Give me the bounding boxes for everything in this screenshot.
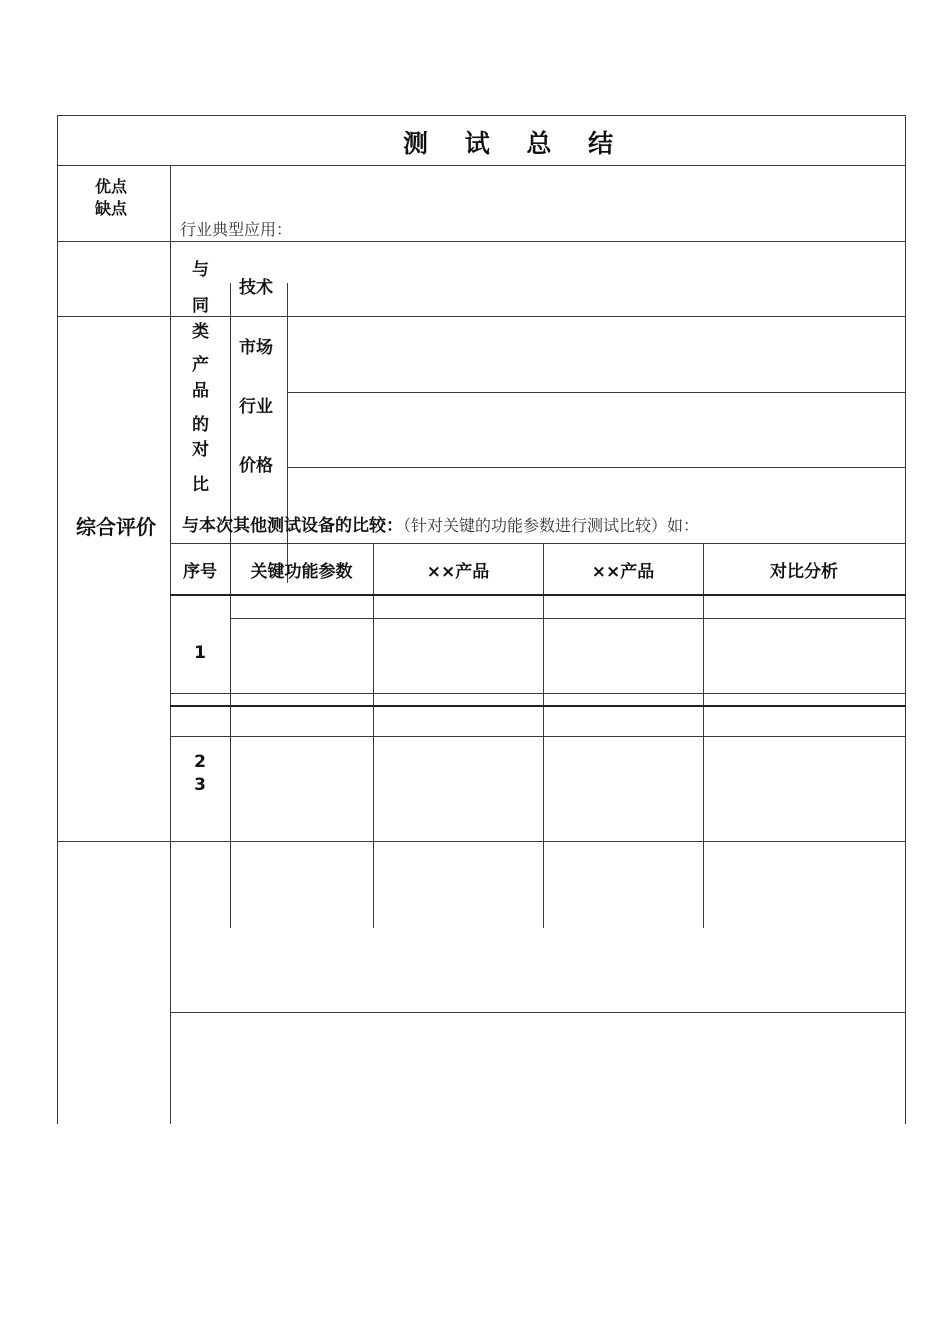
- compare-sentence-bold: 与本次其他测试设备的比较：: [182, 516, 403, 536]
- pros-divider: [57, 241, 906, 242]
- industry-app-label: 行业典型应用：: [180, 220, 293, 239]
- table-col-line-0: [230, 595, 231, 928]
- compare-sentence-normal: （针对关键的功能参数进行测试比较）如：: [403, 516, 700, 535]
- cons-label: 缺点: [95, 199, 128, 218]
- aspect-market-label: 市场: [239, 338, 273, 358]
- frame-top: [57, 115, 906, 116]
- table-header-index: 序号: [183, 562, 217, 582]
- aspect-industry-label: 行业: [239, 397, 273, 417]
- overall-evaluation-label: 综合评价: [76, 515, 156, 539]
- frame-left: [57, 115, 58, 1124]
- industry-divider: [287, 467, 906, 468]
- page-title: 测 试 总 结: [403, 129, 628, 158]
- pros-label: 优点: [95, 177, 128, 196]
- row-number: 2: [194, 752, 206, 772]
- table-header-product-b: ××产品: [591, 562, 655, 582]
- lower-divider: [170, 1012, 906, 1013]
- vertical-label-char: 类: [192, 322, 209, 342]
- aspect-right-line: [287, 283, 288, 583]
- vertical-label-char: 品: [192, 381, 209, 401]
- vertical-label-char: 的: [192, 415, 209, 435]
- table-row-line-2: [170, 693, 906, 694]
- frame-right: [905, 115, 906, 1124]
- table-header-bottom: [170, 594, 906, 596]
- table-row-line-5: [57, 841, 906, 842]
- vertical-label-char: 与: [192, 260, 209, 280]
- vertical-label-char: 对: [192, 440, 209, 460]
- table-row-line-3: [170, 705, 906, 707]
- table-header-product-a: ××产品: [426, 562, 490, 582]
- table-header-param: 关键功能参数: [250, 562, 353, 582]
- title-divider: [57, 165, 906, 166]
- table-row-line-1: [230, 618, 906, 619]
- table-row-line-4: [170, 736, 906, 737]
- aspect-price-label: 价格: [239, 456, 273, 476]
- row-number: 3: [194, 775, 206, 795]
- vertical-label-char: 产: [192, 355, 209, 375]
- vertical-label-char: 比: [192, 475, 209, 495]
- vertical-label-char: 同: [192, 296, 209, 316]
- compare-divider: [170, 543, 906, 544]
- compare-sentence: [182, 511, 699, 536]
- aspect-left-line: [230, 283, 231, 595]
- table-header-analysis: 对比分析: [770, 562, 838, 582]
- row-number: 1: [194, 643, 206, 663]
- section-divider-1: [57, 316, 906, 317]
- market-divider: [287, 392, 906, 393]
- aspect-tech-label: 技术: [239, 278, 273, 298]
